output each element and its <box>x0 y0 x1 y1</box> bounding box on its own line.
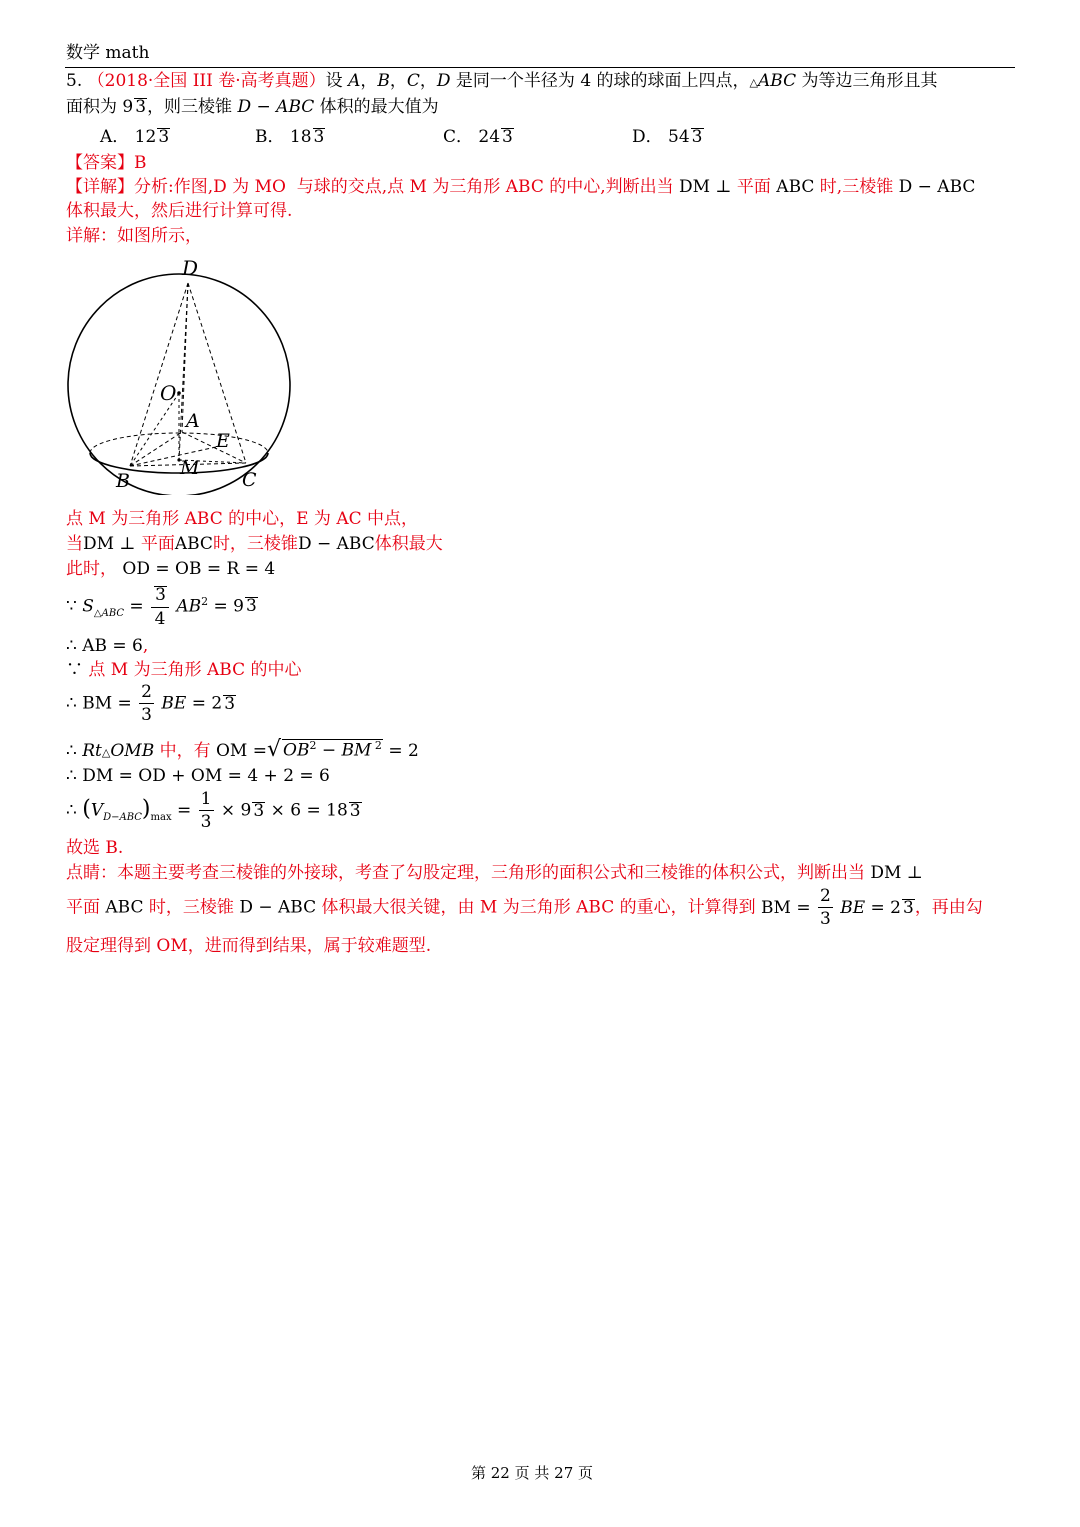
label-b: B <box>116 470 130 492</box>
solution-line-2: 当DM ⊥ 平面ABC时，三棱锥D − ABC体积最大 <box>66 534 443 554</box>
solution-line-4: ∵ $S_{\triangle ABC}$ = $\frac{3}{4}$ $AB^2 = 9$ 3 <box>66 585 257 629</box>
page-footer: 第 22 页 共 27 页 <box>471 1464 594 1482</box>
problem-stem-line-2: 面积为 9 3，则三棱锥 D − ABC 体积的最大值为 <box>66 97 439 117</box>
answer: 【答案】B <box>66 153 147 173</box>
analysis-line-2: 体积最大，然后进行计算可得. <box>66 201 293 221</box>
label-d: D <box>182 256 199 280</box>
solution-line-6: ∵ 点 M 为三角形 ABC 的中心 <box>66 660 302 680</box>
solution-line-5: ∴ AB = 6, <box>66 636 149 656</box>
analysis-line-1: 【详解】分析:作图,D 为 MO 与球的交点,点 M 为三角形 ABC 的中心,判断出当 DM ⊥ 平面 ABC 时,三棱锥 D − ABC <box>66 177 976 197</box>
option-d: D． 54 3 <box>632 127 703 147</box>
solution-line-8: ∴ Rt△OMB 中，有 OM =√ $OB^2$ − BM $^2$ = 2 <box>66 737 419 762</box>
option-c: C． 24 3 <box>443 127 513 147</box>
header-rule <box>65 67 1015 68</box>
sphere-tetrahedron-figure <box>60 255 300 495</box>
comment-line-2: 平面 ABC 时，三棱锥 D − ABC 体积最大很关键，由 M 为三角形 ABC 的重心，计算得到 BM = $\frac{2}{3}$ BE = 2 3，再由勾 <box>66 886 983 929</box>
analysis-line-3: 详解：如图所示， <box>66 226 202 246</box>
solution-line-10: ∴ $(V_{D-ABC})_{max}$ = $\frac{1}{3}$ × 9 3 × 6 = 18 3 <box>66 789 361 832</box>
label-m: M <box>180 457 200 479</box>
solution-conclusion: 故选 B. <box>66 838 124 858</box>
comment-line-1: 点睛：本题主要考查三棱锥的外接球，考查了勾股定理，三角形的面积公式和三棱锥的体积公式，判断出当 DM ⊥ <box>66 863 923 883</box>
solution-line-7: ∴ BM = $\frac{2}{3}$ BE = 2 3 <box>66 682 236 725</box>
page-header: 数学 math <box>66 43 150 63</box>
solution-line-9: ∴ DM = OD + OM = 4 + 2 = 6 <box>66 766 330 786</box>
comment-line-3: 股定理得到 OM，进而得到结果，属于较难题型. <box>66 936 432 956</box>
solution-line-1: 点 M 为三角形 ABC 的中心，E 为 AC 中点， <box>66 509 419 529</box>
option-b: B． 18 3 <box>255 127 325 147</box>
sphere-outline <box>68 274 290 495</box>
label-e: E <box>216 430 230 452</box>
option-a: A． 12 3 <box>100 127 170 147</box>
problem-stem-line-1: 5. （2018·全国 III 卷·高考真题）设 A，B，C，D 是同一个半径为 4 的球的球面上四点，△ABC 为等边三角形且其 <box>66 71 938 91</box>
label-c: C <box>242 469 257 491</box>
label-o: O <box>160 381 177 405</box>
problem-number: 5. <box>66 71 83 91</box>
label-a: A <box>186 410 200 432</box>
problem-source: （2018·全国 III 卷·高考真题） <box>87 71 326 91</box>
solution-line-3: 此时， OD = OB = R = 4 <box>66 559 276 579</box>
